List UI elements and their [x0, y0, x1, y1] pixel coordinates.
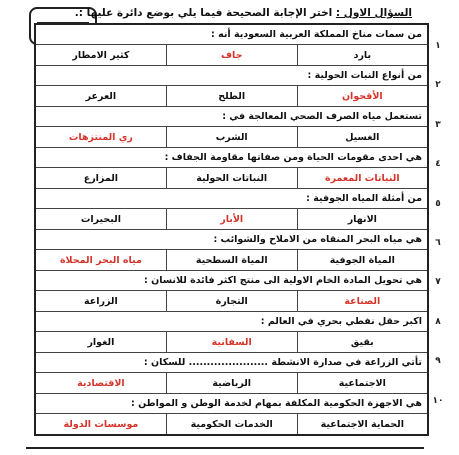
question-row [35, 66, 428, 86]
question-number: ٣ [435, 119, 441, 130]
question-row [35, 312, 428, 332]
answer-option[interactable]: الشرب [166, 127, 297, 148]
question-number: ٩ [435, 356, 441, 367]
answer-option[interactable]: التجارة [166, 291, 297, 312]
options-row [35, 168, 428, 189]
answer-option[interactable]: الأقحوان [297, 86, 428, 107]
question-text: هي الاجهزة الحكومية المكلفة بمهام لخدمة الوطن و المواطن : [35, 394, 428, 414]
section-header [75, 7, 412, 19]
options-row [35, 127, 428, 148]
answer-option[interactable]: كثير الامطار [35, 45, 166, 66]
question-number: ١ [435, 41, 441, 51]
question-text: هي مياه البحر المنقاه من الاملاح والشوائب : [35, 230, 428, 250]
question-text: تأتي الزراعة في صدارة الانشطة ...................... للسكان : [35, 353, 428, 373]
answer-option[interactable]: النباتات الحولية [166, 168, 297, 189]
options-row [35, 86, 428, 107]
question-number: ٥ [435, 198, 441, 209]
questions-table [34, 23, 429, 436]
answer-option[interactable]: النباتات المعمرة [297, 168, 428, 189]
question-row [35, 24, 428, 45]
question-number: ٤ [435, 159, 441, 170]
question-number: ٢ [435, 80, 441, 91]
question-text: من سمات مناخ المملكة العربية السعودية أنه : [35, 24, 428, 45]
answer-option[interactable]: الأبار [166, 209, 297, 230]
question-number: ٦ [435, 238, 441, 248]
answer-option[interactable]: بارد [297, 45, 428, 66]
section-label: السؤال الاول : [335, 7, 412, 19]
answer-option[interactable]: الحماية الاجتماعية [297, 414, 428, 436]
question-number: ٨ [435, 316, 441, 327]
answer-option[interactable]: الانهار [297, 209, 428, 230]
answer-option[interactable]: المياة الجوفية [297, 250, 428, 271]
options-row [35, 291, 428, 312]
question-text: من أنواع النبات الحولية : [35, 66, 428, 86]
question-row [35, 189, 428, 209]
answer-option[interactable]: الغسيل [297, 127, 428, 148]
answer-option[interactable]: ري المنتزهات [35, 127, 166, 148]
answer-option[interactable]: الطلح [166, 86, 297, 107]
bottom-border [26, 447, 424, 449]
answer-option[interactable]: الغوار [35, 332, 166, 353]
question-row [35, 107, 428, 127]
options-row [35, 250, 428, 271]
answer-option[interactable]: الزراعة [35, 291, 166, 312]
question-row [35, 148, 428, 168]
question-text: هي تحويل المادة الخام الاولية الى منتج اكثر فائدة للانسان : [35, 271, 428, 291]
answer-option[interactable]: موسسات الدولة [35, 414, 166, 436]
options-row [35, 209, 428, 230]
question-text: من أمثلة المياه الجوفية : [35, 189, 428, 209]
answer-option[interactable]: مياه البحر المحلاة [35, 250, 166, 271]
question-row [35, 230, 428, 250]
answer-option[interactable]: العرعر [35, 86, 166, 107]
answer-option[interactable]: السفانية [166, 332, 297, 353]
answer-option[interactable]: الرياضية [166, 373, 297, 394]
question-number: ١٠ [432, 395, 444, 406]
options-row [35, 45, 428, 66]
question-row [35, 394, 428, 414]
options-row [35, 414, 428, 436]
answer-option[interactable]: المياة السطحية [166, 250, 297, 271]
question-number: ٧ [435, 277, 441, 288]
question-text: هي احدى مقومات الحياة ومن صفاتها مقاومة الجفاف : [35, 148, 428, 168]
worksheet [14, 3, 442, 449]
answer-option[interactable]: بقيق [297, 332, 428, 353]
answer-option[interactable]: البحيرات [35, 209, 166, 230]
answer-option[interactable]: الخدمات الحكومية [166, 414, 297, 436]
question-row [35, 271, 428, 291]
options-row [35, 373, 428, 394]
options-row [35, 332, 428, 353]
question-text: تستعمل مياه الصرف الصحي المعالجة في : [35, 107, 428, 127]
question-text: اكبر حقل نفطي بحري في العالم : [35, 312, 428, 332]
section-instruction: اختر الإجابة الصحيحة فيما يلي بوضع دائرة عليها :. [74, 7, 333, 19]
answer-option[interactable]: الاقتصادية [35, 373, 166, 394]
answer-option[interactable]: الاجتماعية [297, 373, 428, 394]
answer-option[interactable]: المزارع [35, 168, 166, 189]
answer-option[interactable]: الصناعة [297, 291, 428, 312]
answer-option[interactable]: جاف [166, 45, 297, 66]
question-row [35, 353, 428, 373]
